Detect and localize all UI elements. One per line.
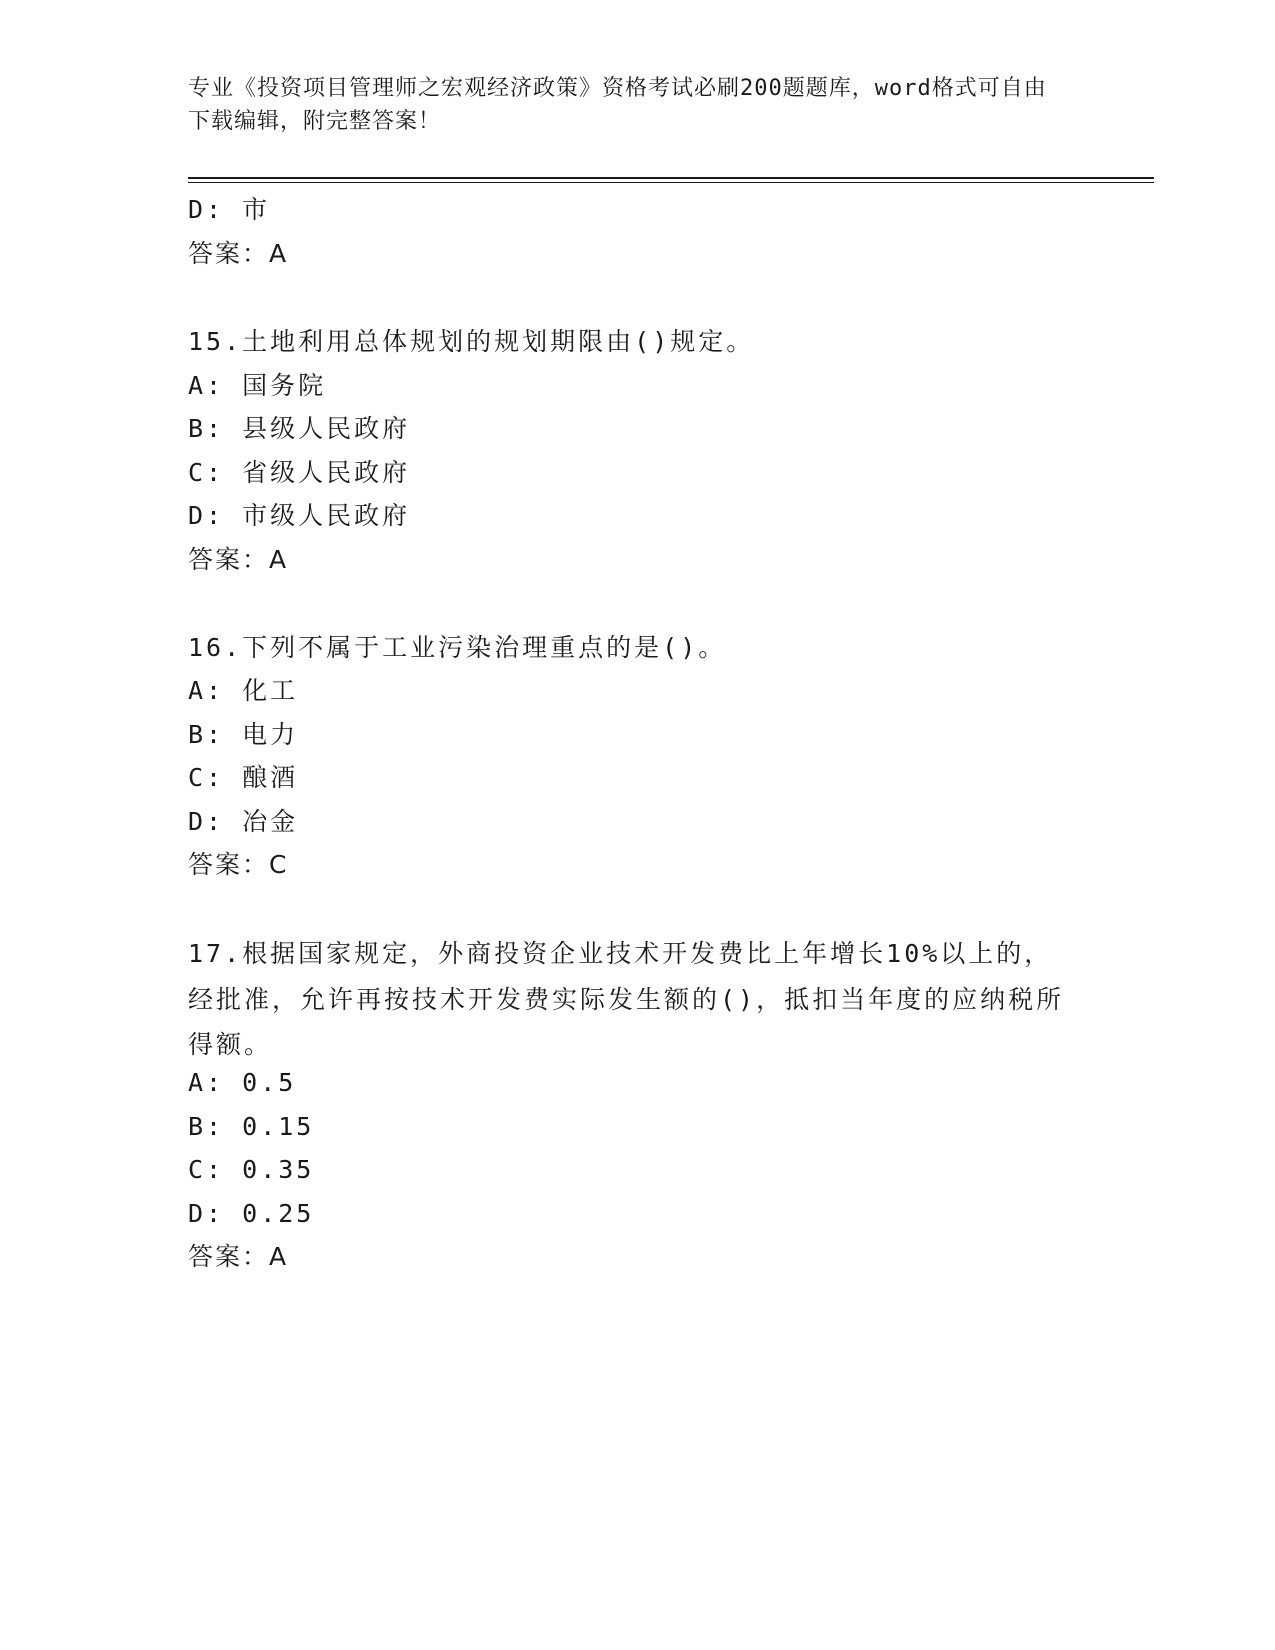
question-15-answer: 答案：A: [188, 545, 289, 574]
question-17-option-c: C: 0.35: [188, 1155, 315, 1184]
question-17-option-d: D: 0.25: [188, 1199, 315, 1228]
question-17-stem: 17.根据国家规定，外商投资企业技术开发费比上年增长10%以上的，经批准，允许再按技术开发费实际发生额的()，抵扣当年度的应纳税所得额。: [188, 939, 1065, 1059]
question-15-option-b: B: 县级人民政府: [188, 414, 411, 443]
question-16-answer: 答案：C: [188, 850, 289, 879]
prev-option-d: D: 市: [188, 195, 271, 224]
header-divider: [188, 177, 1154, 183]
question-16-option-a: A: 化工: [188, 676, 299, 705]
question-16-option-d: D: 冶金: [188, 807, 299, 836]
question-17-answer: 答案：A: [188, 1242, 289, 1271]
document-header: 专业《投资项目管理师之宏观经济政策》资格考试必刷200题题库，word格式可自由下载编辑，附完整答案！: [188, 76, 1047, 134]
question-16-option-c: C: 酿酒: [188, 763, 299, 792]
question-15-option-a: A: 国务院: [188, 371, 327, 400]
question-17-option-b: B: 0.15: [188, 1112, 315, 1141]
question-16-option-b: B: 电力: [188, 720, 299, 749]
question-15-option-d: D: 市级人民政府: [188, 501, 411, 530]
question-17-option-a: A: 0.5: [188, 1068, 297, 1097]
prev-answer: 答案：A: [188, 239, 289, 268]
question-16-stem: 16.下列不属于工业污染治理重点的是()。: [188, 633, 727, 662]
question-15-option-c: C: 省级人民政府: [188, 458, 411, 487]
question-15-stem: 15.土地利用总体规划的规划期限由()规定。: [188, 327, 755, 356]
